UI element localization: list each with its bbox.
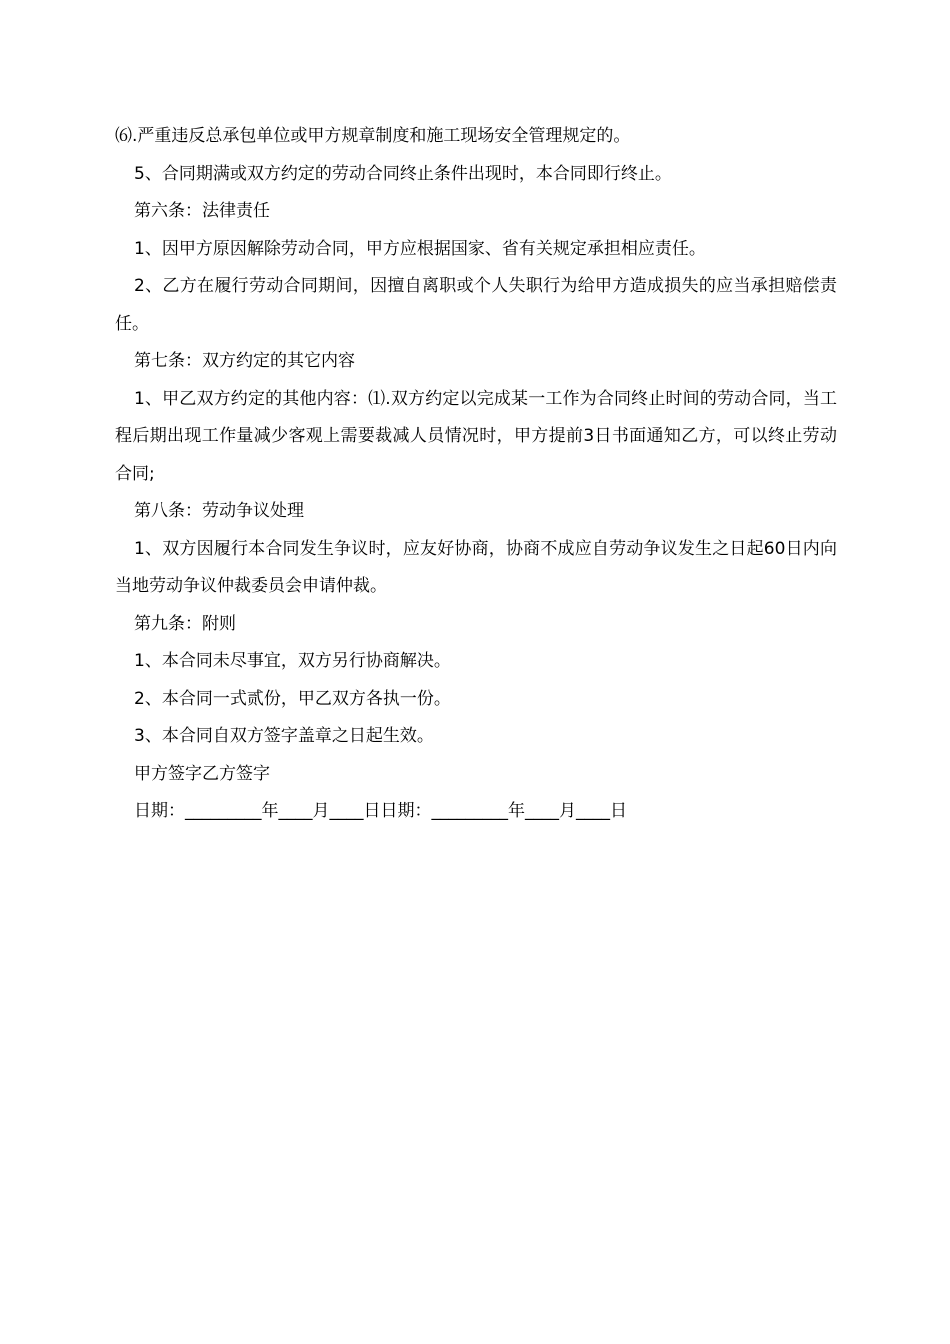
signature-line: 甲方签字乙方签字 bbox=[134, 763, 270, 784]
article-8-heading: 第八条：劳动争议处理 bbox=[134, 501, 304, 521]
article-9-clause-1: 1、本合同未尽事宜，双方另行协商解决。 bbox=[134, 651, 451, 671]
date-line-text: 日期：_________年____月____日日期：_________年____月____日 bbox=[134, 801, 627, 821]
article-6-heading: 第六条：法律责任 bbox=[134, 201, 270, 221]
clause-5-termination: 5、合同期满或双方约定的劳动合同终止条件出现时，本合同即行终止。 bbox=[134, 163, 672, 184]
article-6-clause-2: 2、乙方在履行劳动合同期间，因擅自离职或个人失职行为给甲方造成损失的应当承担赔偿责任。 bbox=[115, 276, 837, 334]
article-6-clause-1: 1、因甲方原因解除劳动合同，甲方应根据国家、省有关规定承担相应责任。 bbox=[134, 238, 706, 259]
article-7-clause-1: 1、甲乙双方约定的其他内容：⑴.双方约定以完成某一工作为合同终止时间的劳动合同，当工程后期出现工作量减少客观上需要裁减人员情况时，甲方提前3日书面通知乙方，可以终止劳动合同; bbox=[115, 388, 837, 484]
document-body bbox=[115, 118, 837, 831]
date-line bbox=[115, 793, 837, 831]
clause-item-6-serious-violation: ⑹.严重违反总承包单位或甲方规章制度和施工现场安全管理规定的。 bbox=[115, 126, 631, 146]
article-9-clause-3: 3、本合同自双方签字盖章之日起生效。 bbox=[134, 726, 434, 746]
article-9-heading: 第九条：附则 bbox=[134, 613, 236, 634]
article-8-clause-1: 1、双方因履行本合同发生争议时，应友好协商，协商不成应自劳动争议发生之日起60日内向当地劳动争议仲裁委员会申请仲裁。 bbox=[115, 538, 837, 596]
article-7-heading: 第七条：双方约定的其它内容 bbox=[134, 351, 355, 371]
article-9-clause-2: 2、本合同一式贰份，甲乙双方各执一份。 bbox=[134, 688, 451, 709]
